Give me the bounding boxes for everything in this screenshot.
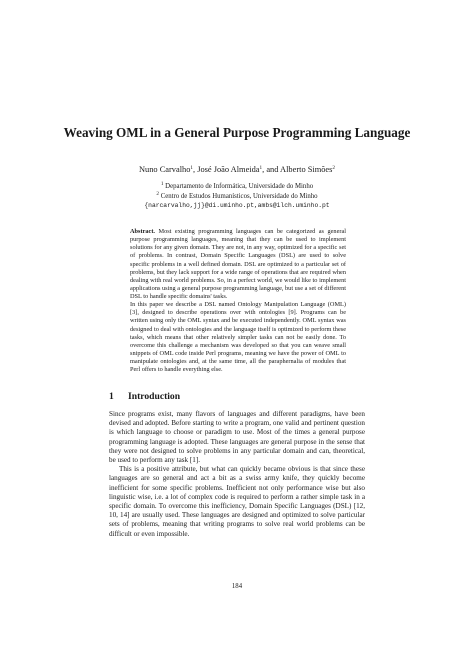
section-title: Introduction	[128, 391, 181, 402]
author-separator: , and	[262, 165, 281, 174]
abstract-label: Abstract.	[130, 228, 156, 235]
abstract-text: Most existing programming languages can be categorized as general purpose programming languages, meaning that they can be used to implement solutions for any given domain. They are not, in any way, optimized for a specific set of problems. In contrast, Domain Specific Languages (DSL) are used to solve specific problems in a well defined domain. DSL are optimized to a particular set of problems, but they lack support for a wide range of operations that are required when dealing with real world problems. So, in a perfect world, we would like to implement applications using a general purpose programming language, but use a set of different DSL to handle specific domains' tasks.	[130, 228, 347, 300]
section-number: 1	[109, 391, 114, 402]
affiliation-line	[60, 192, 414, 202]
author-list	[60, 165, 414, 175]
abstract	[130, 228, 346, 374]
section-heading	[109, 391, 369, 403]
author-affiliation-mark: 1	[190, 165, 193, 171]
affiliation-block	[60, 182, 414, 211]
affiliation-mark: 2	[156, 190, 159, 197]
affiliation-mark: 1	[160, 181, 164, 187]
affiliation-text: Departamento de Informática, Universidade do Minho	[165, 183, 314, 190]
body-paragraph: This is a positive attribute, but what can quickly became obvious is that since these languages are so general and act a bit as a swiss army knife, they quickly become inefficient for some specific problems. Inefficient not only performance wise but also linguistic wise, i.e. a lot of complex code is required to perform a rather simple task in a specific domain. To overcome this inefficiency, Domain Specific Languages (DSL) [12, 10, 14] are usually used. These languages are designed and optimized to solve particular sets of problems, meaning that writing programs to solve real world problems can be difficult or even impossible.	[109, 465, 365, 538]
abstract-paragraph	[130, 228, 346, 301]
page-number: 184	[231, 583, 243, 590]
author-separator: ,	[193, 165, 198, 174]
paper-title: Weaving OML in a General Purpose Programming Language	[63, 125, 411, 140]
affiliation-text: Centro de Estudos Humanísticos, Universidade do Minho	[160, 192, 318, 200]
author-name: Alberto Simões	[280, 165, 333, 174]
author-name: Nuno Carvalho	[139, 165, 191, 174]
affiliation-line	[60, 182, 414, 192]
abstract-paragraph: In this paper we describe a DSL named Ontology Manipulation Language (OML) [3], designed to describe operations over with ontologies [9]. Programs can be written using only the OML syntax and be executed independently. OML syntax was designed to deal with ontologies and the language itself is optimized to perform these tasks, which means that other relatively simpler tasks can not be easily done. To overcome this challenge a mechanism was developed so that you can weave small snippets of OML code inside Perl programs, meaning we have the power of OML to manipulate ontologies and, at the same time, all the paraphernalia of modules that Perl offers to handle everything else.	[130, 301, 346, 374]
author-name: José João Almeida	[197, 165, 260, 174]
author-affiliation-mark: 1	[259, 165, 263, 171]
body-paragraph: Since programs exist, many flavors of languages and different paradigms, have been devised and adopted. Before starting to write a program, one valid and pertinent question is which language to choose or paradigm to use. Most of the times a general purpose programming language is adopted. These languages are general purpose in the sense that they were not designed to solve problems in any particular domain and can, theoretical, be used to perform any task [1].	[109, 410, 365, 465]
author-emails: {narcarvalho,jj}@di.uminho.pt,ambs@ilch.uminho.pt	[144, 202, 330, 210]
author-affiliation-mark: 2	[332, 165, 335, 171]
section-body	[109, 410, 365, 539]
